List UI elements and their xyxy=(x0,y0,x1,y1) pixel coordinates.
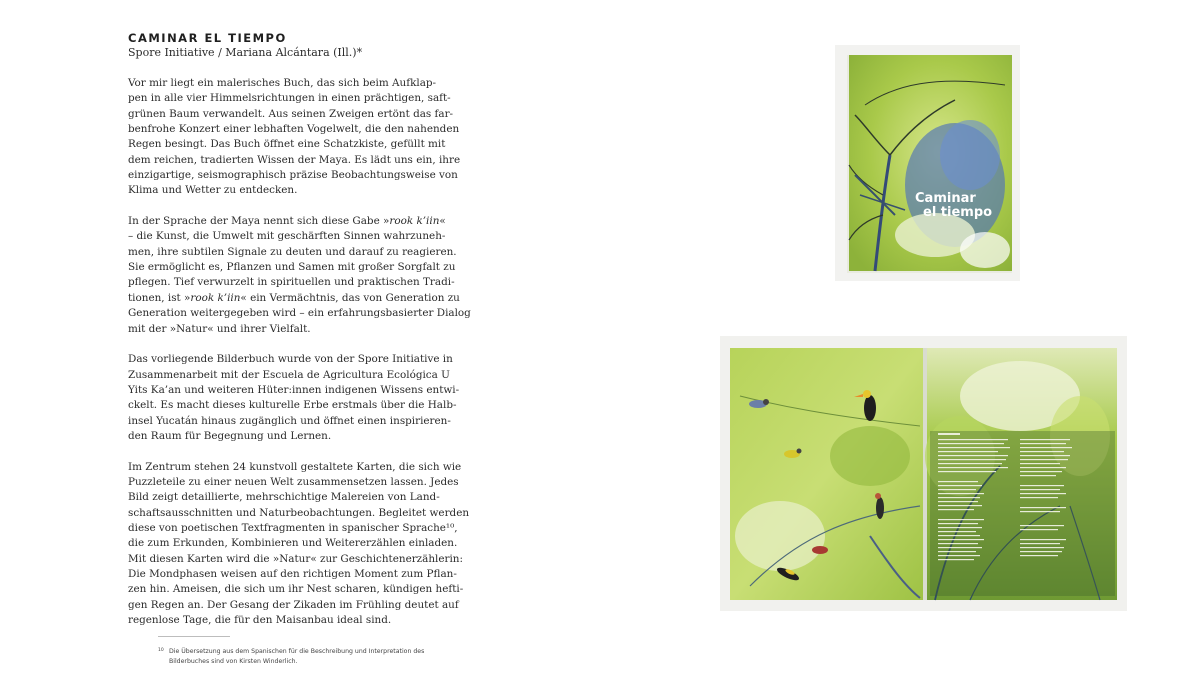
text-line: Vor mir liegt ein malerisches Buch, das sich beim Aufklap- xyxy=(128,77,437,89)
text-line: die zum Erkunden, Kombinieren und Weitererzählen einladen. xyxy=(128,537,458,550)
paragraph xyxy=(128,76,461,199)
article-body xyxy=(128,76,471,644)
text-line: zen hin. Ameisen, die sich um ihr Nest scharen, kündigen hefti- xyxy=(128,583,464,596)
text-line: Yits Ka’an und weiteren Hüter:innen indigenen Wissens entwi- xyxy=(128,383,460,396)
text-line: Bild zeigt detaillierte, mehrschichtige Malereien von Land- xyxy=(128,491,440,504)
book-cover-illustration xyxy=(835,45,1020,281)
text-line: dem reichen, tradierten Wissen der Maya. Es lädt uns ein, ihre xyxy=(128,153,461,166)
text-line: benfrohe Konzert einer lebhaften Vogelwelt, die den nahenden xyxy=(128,123,460,136)
text-line: insel Yucatán hinaus zugänglich und öffnet einen inspirieren- xyxy=(128,414,451,427)
text-line: Klima und Wetter zu entdecken. xyxy=(128,184,298,197)
text-line: In der Sprache der Maya nennt sich diese Gabe »rook k’iin« xyxy=(128,215,446,228)
text-line: den Raum für Begegnung und Lernen. xyxy=(128,429,332,442)
footnote-number: 10 xyxy=(158,648,164,653)
text-line: Mit diesen Karten wird die »Natur« zur Geschichtenerzählerin: xyxy=(128,552,464,565)
paragraph xyxy=(128,460,470,629)
text-line: Sie ermöglicht es, Pflanzen und Samen mit großer Sorgfalt zu xyxy=(128,261,456,274)
text-line: – die Kunst, die Umwelt mit geschärften Sinnen wahrzuneh- xyxy=(128,230,446,243)
paragraph xyxy=(128,214,471,337)
paragraph xyxy=(128,352,460,444)
footnote-line-2: Bilderbuches sind von Kirsten Winderlich. xyxy=(169,658,298,665)
footnote-rule xyxy=(158,636,230,637)
book-cover-photo xyxy=(835,45,1020,281)
text-line: regenlose Tage, die für den Maisanbau ideal sind. xyxy=(128,614,392,627)
text-line: Die Mondphasen weisen auf den richtigen Moment zum Pflan- xyxy=(128,568,457,580)
footnote-line-1: Die Übersetzung aus dem Spanischen für die Beschreibung und Interpretation des xyxy=(169,648,425,655)
text-line: Im Zentrum stehen 24 kunstvoll gestaltete Karten, die sich wie xyxy=(128,460,462,473)
text-line: diese von poetischen Textfragmenten in spanischer Sprache¹⁰, xyxy=(128,521,458,534)
text-line: gen Regen an. Der Gesang der Zikaden im Frühling deutet auf xyxy=(128,598,459,611)
bird-illustration xyxy=(812,546,828,554)
footnote xyxy=(158,647,424,667)
text-line: einzigartige, seismographisch präzise Beobachtungsweise von xyxy=(128,169,458,182)
text-line: tionen, ist »rook k’iin« ein Vermächtnis, das von Generation zu xyxy=(128,291,460,304)
open-book-photo xyxy=(720,336,1127,611)
text-line: ckelt. Es macht dieses kulturelle Erbe erstmals über die Halb- xyxy=(128,399,457,412)
open-book-illustration xyxy=(720,336,1127,611)
text-line: men, ihre subtilen Signale zu deuten und darauf zu reagieren. xyxy=(128,245,457,258)
text-line: grünen Baum verwandelt. Aus seinen Zweigen ertönt das far- xyxy=(128,107,454,120)
article-title: CAMINAR EL TIEMPO xyxy=(128,31,287,45)
text-line: Generation weitergegeben wird – ein erfahrungsbasierter Dialog xyxy=(128,307,471,320)
article-subtitle: Spore Initiative / Mariana Alcántara (Ill.)* xyxy=(128,46,363,59)
text-line: Regen besingt. Das Buch öffnet eine Schatzkiste, gefüllt mit xyxy=(128,138,446,151)
cover-title-line2: el tiempo xyxy=(923,205,993,220)
text-line: schaftsausschnitten und Naturbeobachtungen. Begleitet werden xyxy=(128,506,470,519)
text-line: pen in alle vier Himmelsrichtungen in einen prächtigen, saft- xyxy=(128,92,451,105)
cover-title-line1: Caminar xyxy=(915,191,976,206)
text-line: mit der »Natur« und ihrer Vielfalt. xyxy=(128,322,311,335)
text-line: Puzzleteile zu einer neuen Welt zusammensetzen lassen. Jedes xyxy=(128,475,459,488)
text-line: pflegen. Tief verwurzelt in spirituellen und praktischen Tradi- xyxy=(128,276,455,289)
text-line: Das vorliegende Bilderbuch wurde von der Spore Initiative in xyxy=(128,353,453,366)
text-line: Zusammenarbeit mit der Escuela de Agricultura Ecológica U xyxy=(128,368,450,381)
